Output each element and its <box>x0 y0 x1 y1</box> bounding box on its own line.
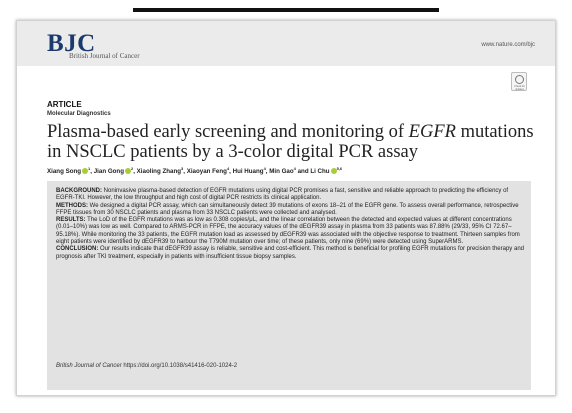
journal-url[interactable]: www.nature.com/bjc <box>481 42 535 48</box>
article-section: Molecular Diagnostics <box>47 111 111 117</box>
update-circle-icon <box>515 75 524 84</box>
affiliation-marker: 5,6 <box>336 166 343 171</box>
author-name[interactable]: Xiang Song <box>47 168 82 176</box>
abstract-results <box>56 217 524 246</box>
abstract-box <box>47 181 531 390</box>
top-rule <box>133 8 439 12</box>
abstract-methods <box>56 203 524 218</box>
article-title <box>47 122 547 162</box>
author-name[interactable]: Min Gao <box>269 168 294 176</box>
citation <box>56 363 516 369</box>
author-name[interactable]: Hui Huang <box>232 168 264 176</box>
author-name[interactable]: Jian Gong <box>93 168 124 176</box>
affiliation-marker: 2 <box>130 166 134 171</box>
article-page <box>16 20 556 396</box>
author-name[interactable]: Xiaoling Zhang <box>136 168 182 176</box>
article-type: ARTICLE <box>47 100 82 109</box>
background-text: Noninvasive plasma-based detection of EGFR mutations using digital PCR promises a fast, sensitive and reliable approach to predicting the efficiency of EGFR-TKI. However, the low throughput and high cost of digital PCR restricts its clinical application. <box>56 188 509 202</box>
conclusion-text: Our results indicate that dEGFR39 assay is reliable, sensitive and cost-efficient. This method is beneficial for profiling EGFR mutations for precision therapy and prognosis after TKI treatment, especially in patients with insufficient tissue biopsy samples. <box>56 246 524 260</box>
citation-journal: British Journal of Cancer <box>56 363 122 369</box>
affiliation-marker: 4 <box>226 166 230 171</box>
affiliation-marker: 4 <box>293 166 296 171</box>
author-name[interactable]: Xiaoyan Feng <box>186 168 227 176</box>
abstract-conclusion <box>56 246 524 261</box>
affiliation-marker: 4 <box>263 166 266 171</box>
affiliation-marker: 1 <box>88 166 91 171</box>
background-label: BACKGROUND: <box>56 188 102 194</box>
abstract-background <box>56 188 524 203</box>
title-part1: Plasma-based early screening and monitoring of <box>47 122 409 142</box>
title-gene: EGFR <box>408 122 456 142</box>
author-list: Xiang Song $^1$, Jian Gong $^2$, Xiaoling Zhang$^3$, Xiaoyan Feng$^4$, Hui Huang$^4$, Min Gao$^4$ and Li Chu $^{5,6}$ <box>47 166 343 176</box>
methods-text: We designed a digital PCR assay, which can simultaneously detect 39 mutations of exons 18–21 of the EGFR gene. To assess overall performance, retrospective FFPE tissues from 30 NSCLC patients and plasma from 33 NSCLC patients were collected and analysed. <box>56 202 519 216</box>
citation-doi[interactable]: https://doi.org/10.1038/s41416-020-1024-2 <box>121 363 238 369</box>
journal-header <box>17 21 555 66</box>
author-name[interactable]: Li Chu <box>310 168 330 176</box>
results-text: The LoD of the EGFR mutations was as low as 0.308 copies/μL, and the linear correlation between the detected and expected values at different concentrations (0.01–10%) was low as well. Compared to ARMS-PCR in FFPE, the accuracy values of the dEGFR39 assay in plasma from 33 patients was 87.88% (29/33, 95% CI 72.67–95.18%). While monitoring the 33 patients, the EGFR mutation load as assessed by dEGFR39 was associated with the objective response to treatment. Thirteen samples from eight patients were identified by dEGFR39 to harbour the T790M mutation over time; of these patients, only nine (69%) were detected using SuperARMS. <box>56 217 520 246</box>
affiliation-marker: 3 <box>181 166 184 171</box>
title-part2: mutations in NSCLC patients by a 3-color digital PCR assay <box>47 122 534 162</box>
journal-logo[interactable]: BJC <box>47 30 96 57</box>
check-for-updates-icon[interactable] <box>511 72 527 91</box>
methods-label: METHODS: <box>56 202 88 209</box>
badge-text: Check for updates <box>514 85 525 91</box>
journal-name: British Journal of Cancer <box>69 52 140 60</box>
results-label: RESULTS: <box>56 217 86 224</box>
abstract-text <box>56 188 524 261</box>
conclusion-label: CONCLUSION: <box>56 246 99 253</box>
